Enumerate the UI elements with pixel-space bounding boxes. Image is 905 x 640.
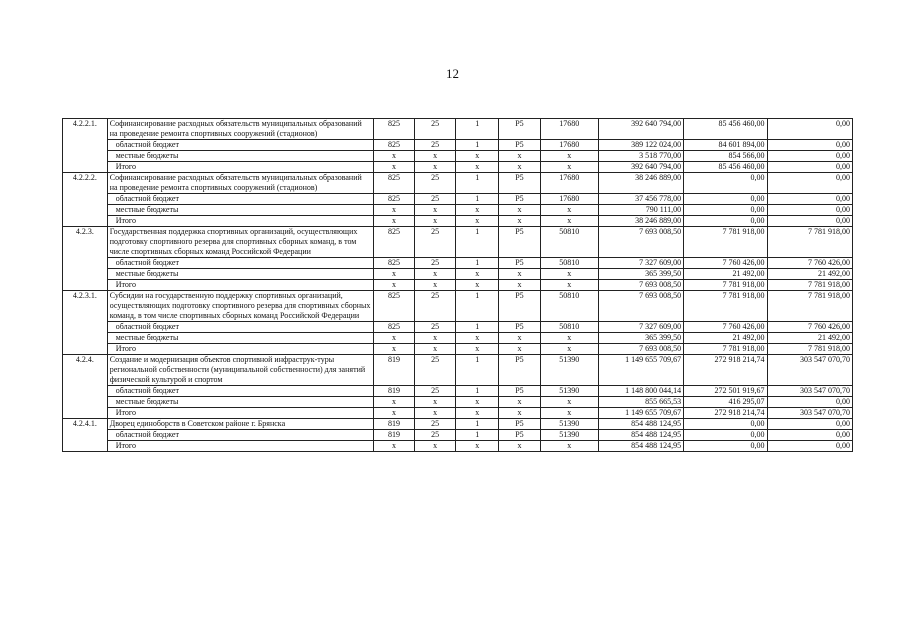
amount-year1-cell: 365 399,50	[598, 269, 683, 280]
kbk-project-cell: x	[499, 162, 541, 173]
kbk-admin-cell: 819	[374, 430, 415, 441]
kbk-admin-cell: x	[374, 280, 415, 291]
amount-year3-cell: 0,00	[767, 119, 853, 140]
kbk-direction-cell: x	[540, 397, 598, 408]
budget-source-cell: местные бюджеты	[107, 333, 373, 344]
kbk-admin-cell: 825	[374, 173, 415, 194]
kbk-direction-cell: x	[540, 151, 598, 162]
table-row	[63, 291, 853, 322]
amount-year1-cell: 38 246 889,00	[598, 173, 683, 194]
amount-year3-cell: 0,00	[767, 441, 853, 452]
amount-year1-cell: 855 665,53	[598, 397, 683, 408]
table-row	[63, 333, 853, 344]
kbk-direction-cell: 17680	[540, 119, 598, 140]
kbk-section-cell: x	[414, 151, 456, 162]
amount-year2-cell: 272 918 214,74	[684, 355, 767, 386]
amount-year2-cell: 0,00	[684, 194, 767, 205]
kbk-admin-cell: 825	[374, 140, 415, 151]
amount-year1-cell: 1 148 800 044,14	[598, 386, 683, 397]
kbk-project-cell: P5	[499, 291, 541, 322]
item-name-cell: Создание и модернизация объектов спортивной инфраструк-туры региональной собственности (муниципальной собственности) для занятий физической культурой и спортом	[107, 355, 373, 386]
kbk-program-cell: x	[456, 441, 499, 452]
kbk-admin-cell: x	[374, 397, 415, 408]
amount-year2-cell: 416 295,07	[684, 397, 767, 408]
kbk-project-cell: P5	[499, 430, 541, 441]
amount-year1-cell: 854 488 124,95	[598, 441, 683, 452]
kbk-program-cell: 1	[456, 355, 499, 386]
budget-source-cell: областной бюджет	[107, 386, 373, 397]
kbk-program-cell: x	[456, 344, 499, 355]
kbk-program-cell: 1	[456, 194, 499, 205]
table-row	[63, 386, 853, 397]
amount-year2-cell: 7 781 918,00	[684, 344, 767, 355]
kbk-section-cell: 25	[414, 194, 456, 205]
kbk-direction-cell: 17680	[540, 194, 598, 205]
amount-year2-cell: 84 601 894,00	[684, 140, 767, 151]
budget-source-cell: Итого	[107, 441, 373, 452]
kbk-direction-cell: 51390	[540, 355, 598, 386]
amount-year1-cell: 1 149 655 709,67	[598, 355, 683, 386]
amount-year3-cell: 0,00	[767, 151, 853, 162]
kbk-admin-cell: 825	[374, 194, 415, 205]
item-name-cell: Софинансирование расходных обязательств муниципальных образований на проведение ремонта спортивных сооружений (стадионов)	[107, 119, 373, 140]
kbk-admin-cell: x	[374, 269, 415, 280]
item-number-cell	[63, 322, 108, 333]
amount-year2-cell: 7 781 918,00	[684, 291, 767, 322]
kbk-section-cell: x	[414, 205, 456, 216]
kbk-admin-cell: 825	[374, 119, 415, 140]
kbk-section-cell: 25	[414, 322, 456, 333]
item-number-cell	[63, 216, 108, 227]
budget-source-cell: областной бюджет	[107, 194, 373, 205]
amount-year2-cell: 0,00	[684, 441, 767, 452]
amount-year3-cell: 0,00	[767, 430, 853, 441]
table-row	[63, 140, 853, 151]
amount-year3-cell: 7 781 918,00	[767, 280, 853, 291]
kbk-section-cell: x	[414, 280, 456, 291]
budget-source-cell: областной бюджет	[107, 430, 373, 441]
amount-year1-cell: 392 640 794,00	[598, 162, 683, 173]
amount-year2-cell: 7 760 426,00	[684, 322, 767, 333]
amount-year2-cell: 0,00	[684, 419, 767, 430]
kbk-project-cell: x	[499, 269, 541, 280]
budget-source-cell: местные бюджеты	[107, 151, 373, 162]
item-number-cell	[63, 258, 108, 269]
kbk-section-cell: x	[414, 441, 456, 452]
kbk-program-cell: 1	[456, 227, 499, 258]
amount-year2-cell: 7 781 918,00	[684, 227, 767, 258]
table-row	[63, 322, 853, 333]
kbk-section-cell: 25	[414, 173, 456, 194]
amount-year3-cell: 0,00	[767, 173, 853, 194]
table-row	[63, 173, 853, 194]
item-number-cell: 4.2.2.2.	[63, 173, 108, 194]
amount-year1-cell: 7 693 008,50	[598, 291, 683, 322]
table-row	[63, 269, 853, 280]
kbk-section-cell: x	[414, 408, 456, 419]
budget-source-cell: местные бюджеты	[107, 397, 373, 408]
kbk-admin-cell: 819	[374, 386, 415, 397]
amount-year1-cell: 392 640 794,00	[598, 119, 683, 140]
amount-year3-cell: 7 781 918,00	[767, 227, 853, 258]
kbk-direction-cell: x	[540, 333, 598, 344]
budget-source-cell: областной бюджет	[107, 322, 373, 333]
table-row	[63, 344, 853, 355]
table-row	[63, 441, 853, 452]
amount-year3-cell: 21 492,00	[767, 333, 853, 344]
kbk-section-cell: x	[414, 216, 456, 227]
item-name-cell: Субсидии на государственную поддержку спортивных организаций, осуществляющих подготовку спортивного резерва для спортивных сборных команд, в том числе спортивных сборных команд Российской Федерации	[107, 291, 373, 322]
kbk-program-cell: 1	[456, 386, 499, 397]
kbk-program-cell: 1	[456, 322, 499, 333]
amount-year3-cell: 303 547 070,70	[767, 355, 853, 386]
kbk-section-cell: x	[414, 333, 456, 344]
budget-source-cell: Итого	[107, 344, 373, 355]
kbk-section-cell: 25	[414, 419, 456, 430]
kbk-section-cell: x	[414, 397, 456, 408]
kbk-project-cell: x	[499, 151, 541, 162]
kbk-admin-cell: 819	[374, 419, 415, 430]
item-number-cell	[63, 408, 108, 419]
amount-year1-cell: 365 399,50	[598, 333, 683, 344]
amount-year3-cell: 0,00	[767, 419, 853, 430]
kbk-direction-cell: 17680	[540, 140, 598, 151]
amount-year3-cell: 7 781 918,00	[767, 291, 853, 322]
amount-year1-cell: 1 149 655 709,67	[598, 408, 683, 419]
amount-year1-cell: 7 693 008,50	[598, 280, 683, 291]
kbk-program-cell: x	[456, 269, 499, 280]
kbk-program-cell: 1	[456, 140, 499, 151]
kbk-project-cell: x	[499, 280, 541, 291]
item-number-cell: 4.2.3.	[63, 227, 108, 258]
table-row	[63, 430, 853, 441]
kbk-project-cell: x	[499, 216, 541, 227]
kbk-project-cell: x	[499, 333, 541, 344]
kbk-section-cell: 25	[414, 227, 456, 258]
amount-year3-cell: 0,00	[767, 194, 853, 205]
kbk-program-cell: 1	[456, 430, 499, 441]
budget-source-cell: Итого	[107, 280, 373, 291]
item-number-cell: 4.2.4.1.	[63, 419, 108, 430]
kbk-program-cell: 1	[456, 258, 499, 269]
kbk-direction-cell: 51390	[540, 430, 598, 441]
budget-source-cell: местные бюджеты	[107, 269, 373, 280]
amount-year3-cell: 303 547 070,70	[767, 408, 853, 419]
item-number-cell	[63, 441, 108, 452]
item-number-cell	[63, 140, 108, 151]
kbk-program-cell: x	[456, 333, 499, 344]
table-row	[63, 227, 853, 258]
kbk-admin-cell: 825	[374, 227, 415, 258]
item-number-cell	[63, 397, 108, 408]
kbk-section-cell: 25	[414, 258, 456, 269]
kbk-admin-cell: x	[374, 408, 415, 419]
amount-year3-cell: 0,00	[767, 140, 853, 151]
kbk-section-cell: x	[414, 162, 456, 173]
kbk-section-cell: 25	[414, 386, 456, 397]
amount-year3-cell: 0,00	[767, 397, 853, 408]
kbk-direction-cell: x	[540, 408, 598, 419]
amount-year3-cell: 21 492,00	[767, 269, 853, 280]
item-number-cell	[63, 205, 108, 216]
kbk-admin-cell: x	[374, 216, 415, 227]
amount-year3-cell: 0,00	[767, 216, 853, 227]
kbk-admin-cell: x	[374, 205, 415, 216]
kbk-section-cell: 25	[414, 430, 456, 441]
amount-year1-cell: 854 488 124,95	[598, 419, 683, 430]
amount-year1-cell: 7 693 008,50	[598, 227, 683, 258]
kbk-section-cell: 25	[414, 355, 456, 386]
kbk-admin-cell: x	[374, 333, 415, 344]
table-row	[63, 419, 853, 430]
item-number-cell	[63, 151, 108, 162]
kbk-program-cell: x	[456, 397, 499, 408]
budget-source-cell: областной бюджет	[107, 140, 373, 151]
item-number-cell	[63, 280, 108, 291]
budget-source-cell: Итого	[107, 216, 373, 227]
amount-year2-cell: 7 760 426,00	[684, 258, 767, 269]
table-row	[63, 280, 853, 291]
item-number-cell	[63, 333, 108, 344]
amount-year2-cell: 272 918 214,74	[684, 408, 767, 419]
kbk-program-cell: x	[456, 408, 499, 419]
kbk-direction-cell: x	[540, 269, 598, 280]
kbk-program-cell: x	[456, 280, 499, 291]
kbk-program-cell: x	[456, 216, 499, 227]
budget-source-cell: Итого	[107, 162, 373, 173]
table-row	[63, 397, 853, 408]
kbk-direction-cell: 51390	[540, 386, 598, 397]
amount-year2-cell: 0,00	[684, 205, 767, 216]
amount-year3-cell: 0,00	[767, 205, 853, 216]
kbk-program-cell: x	[456, 151, 499, 162]
kbk-direction-cell: 50810	[540, 227, 598, 258]
item-number-cell	[63, 386, 108, 397]
amount-year1-cell: 7 693 008,50	[598, 344, 683, 355]
amount-year2-cell: 21 492,00	[684, 269, 767, 280]
kbk-admin-cell: 825	[374, 291, 415, 322]
kbk-project-cell: P5	[499, 140, 541, 151]
amount-year1-cell: 37 456 778,00	[598, 194, 683, 205]
amount-year2-cell: 854 566,00	[684, 151, 767, 162]
amount-year1-cell: 389 122 024,00	[598, 140, 683, 151]
amount-year2-cell: 272 501 919,67	[684, 386, 767, 397]
kbk-admin-cell: 819	[374, 355, 415, 386]
amount-year3-cell: 7 760 426,00	[767, 258, 853, 269]
kbk-section-cell: x	[414, 269, 456, 280]
item-number-cell: 4.2.2.1.	[63, 119, 108, 140]
page-number: 12	[446, 66, 459, 81]
amount-year1-cell: 7 327 609,00	[598, 322, 683, 333]
table-row	[63, 216, 853, 227]
amount-year3-cell: 7 760 426,00	[767, 322, 853, 333]
kbk-project-cell: P5	[499, 419, 541, 430]
kbk-project-cell: x	[499, 344, 541, 355]
budget-source-cell: местные бюджеты	[107, 205, 373, 216]
amount-year1-cell: 854 488 124,95	[598, 430, 683, 441]
table-row	[63, 408, 853, 419]
kbk-section-cell: 25	[414, 291, 456, 322]
amount-year2-cell: 0,00	[684, 430, 767, 441]
kbk-admin-cell: x	[374, 162, 415, 173]
kbk-project-cell: P5	[499, 258, 541, 269]
kbk-project-cell: P5	[499, 227, 541, 258]
item-name-cell: Дворец единоборств в Советском районе г. Брянска	[107, 419, 373, 430]
kbk-section-cell: 25	[414, 119, 456, 140]
item-number-cell: 4.2.3.1.	[63, 291, 108, 322]
budget-table	[62, 118, 853, 452]
item-number-cell	[63, 269, 108, 280]
budget-source-cell: Итого	[107, 408, 373, 419]
table-row	[63, 194, 853, 205]
kbk-project-cell: P5	[499, 194, 541, 205]
kbk-program-cell: x	[456, 205, 499, 216]
amount-year2-cell: 0,00	[684, 216, 767, 227]
kbk-project-cell: P5	[499, 355, 541, 386]
kbk-direction-cell: 51390	[540, 419, 598, 430]
amount-year2-cell: 85 456 460,00	[684, 119, 767, 140]
item-number-cell: 4.2.4.	[63, 355, 108, 386]
kbk-section-cell: x	[414, 344, 456, 355]
amount-year1-cell: 3 518 770,00	[598, 151, 683, 162]
kbk-direction-cell: x	[540, 280, 598, 291]
kbk-program-cell: x	[456, 162, 499, 173]
kbk-project-cell: P5	[499, 173, 541, 194]
kbk-project-cell: P5	[499, 119, 541, 140]
kbk-project-cell: x	[499, 205, 541, 216]
kbk-direction-cell: 17680	[540, 173, 598, 194]
item-number-cell	[63, 344, 108, 355]
kbk-admin-cell: 825	[374, 322, 415, 333]
kbk-program-cell: 1	[456, 419, 499, 430]
kbk-direction-cell: 50810	[540, 322, 598, 333]
kbk-direction-cell: 50810	[540, 291, 598, 322]
kbk-project-cell: x	[499, 441, 541, 452]
kbk-admin-cell: 825	[374, 258, 415, 269]
amount-year1-cell: 7 327 609,00	[598, 258, 683, 269]
table-row	[63, 151, 853, 162]
amount-year3-cell: 303 547 070,70	[767, 386, 853, 397]
kbk-admin-cell: x	[374, 151, 415, 162]
amount-year3-cell: 0,00	[767, 162, 853, 173]
table-row	[63, 258, 853, 269]
kbk-direction-cell: x	[540, 216, 598, 227]
table-row	[63, 162, 853, 173]
kbk-direction-cell: x	[540, 205, 598, 216]
amount-year2-cell: 0,00	[684, 173, 767, 194]
kbk-project-cell: x	[499, 397, 541, 408]
amount-year2-cell: 21 492,00	[684, 333, 767, 344]
kbk-direction-cell: x	[540, 344, 598, 355]
amount-year3-cell: 7 781 918,00	[767, 344, 853, 355]
amount-year2-cell: 85 456 460,00	[684, 162, 767, 173]
item-number-cell	[63, 430, 108, 441]
amount-year1-cell: 790 111,00	[598, 205, 683, 216]
kbk-project-cell: x	[499, 408, 541, 419]
item-number-cell	[63, 162, 108, 173]
kbk-direction-cell: x	[540, 441, 598, 452]
table-row	[63, 355, 853, 386]
kbk-project-cell: P5	[499, 386, 541, 397]
kbk-project-cell: P5	[499, 322, 541, 333]
kbk-admin-cell: x	[374, 441, 415, 452]
kbk-direction-cell: 50810	[540, 258, 598, 269]
kbk-admin-cell: x	[374, 344, 415, 355]
item-number-cell	[63, 194, 108, 205]
table-row	[63, 205, 853, 216]
kbk-section-cell: 25	[414, 140, 456, 151]
table-row	[63, 119, 853, 140]
item-name-cell: Софинансирование расходных обязательств муниципальных образований на проведение ремонта спортивных сооружений (стадионов)	[107, 173, 373, 194]
budget-source-cell: областной бюджет	[107, 258, 373, 269]
item-name-cell: Государственная поддержка спортивных организаций, осуществляющих подготовку спортивного резерва для спортивных сборных команд, в том числе спортивных сборных команд Российской Федерации	[107, 227, 373, 258]
kbk-program-cell: 1	[456, 119, 499, 140]
kbk-program-cell: 1	[456, 173, 499, 194]
kbk-direction-cell: x	[540, 162, 598, 173]
amount-year1-cell: 38 246 889,00	[598, 216, 683, 227]
amount-year2-cell: 7 781 918,00	[684, 280, 767, 291]
kbk-program-cell: 1	[456, 291, 499, 322]
